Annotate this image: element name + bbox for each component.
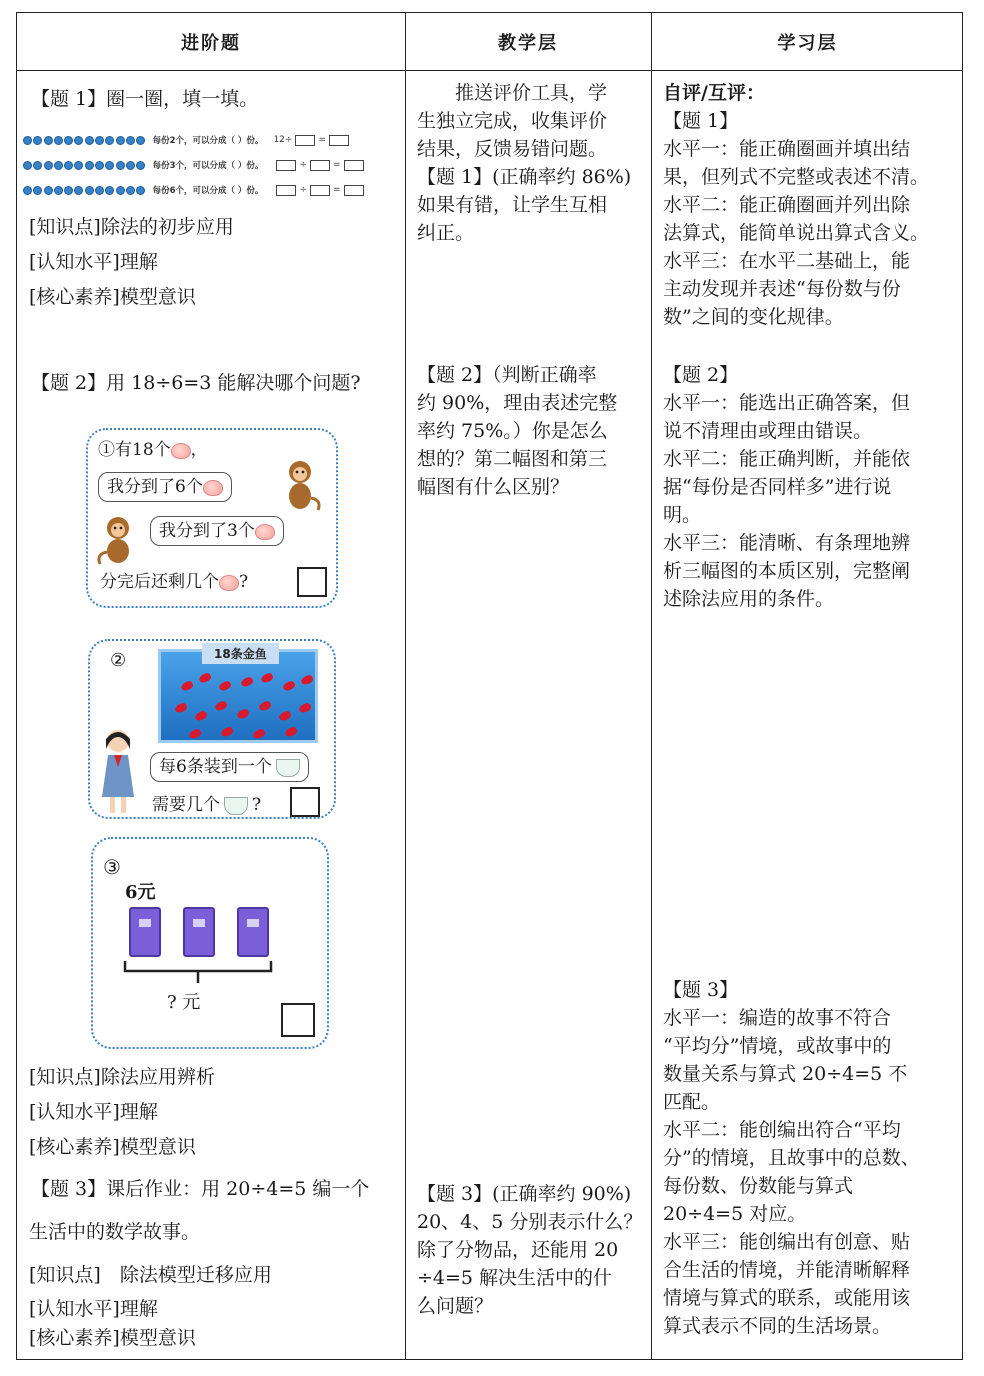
q3-core-literacy: [核心素养]模型意识 <box>29 1327 196 1349</box>
goldfish-icon <box>198 672 212 684</box>
counting-dot <box>116 186 125 195</box>
goldfish-icon <box>260 672 274 684</box>
q2-title: 【题 2】用 18÷6=3 能解决哪个问题? <box>31 372 361 394</box>
learning-line: 水平一：编造的故事不符合 <box>663 1007 892 1029</box>
answer-box[interactable] <box>329 135 349 146</box>
learning-line: 分”的情境，且故事中的总数、 <box>663 1147 920 1169</box>
teaching-line: 纠正。 <box>417 222 475 244</box>
learning-line: 析三幅图的本质区别，完整阐 <box>663 560 911 582</box>
learning-line: 说不清理由或理由错误。 <box>663 420 873 442</box>
speech-bubble-2 <box>150 516 284 546</box>
q2-core-literacy: [核心素养]模型意识 <box>29 1136 196 1158</box>
counting-dot <box>116 161 125 170</box>
teaching-line: ÷4=5 解决生活中的什 <box>417 1267 613 1289</box>
brace-icon <box>123 959 273 985</box>
bubble1-text: 我分到了6个 <box>107 477 203 497</box>
goldfish-icon <box>188 728 202 740</box>
equation-operator: = <box>332 185 341 195</box>
panel3-number: ③ <box>103 855 121 879</box>
counting-dot <box>85 186 94 195</box>
notebook-icon <box>129 907 161 957</box>
girl-icon <box>92 727 144 817</box>
q1-cognitive-level: [认知水平]理解 <box>29 251 158 273</box>
counting-dot <box>136 161 145 170</box>
monkey-icon <box>92 514 144 568</box>
lesson-table <box>16 12 963 1360</box>
answer-box[interactable] <box>290 787 320 817</box>
learning-line: 算式表示不同的生活场景。 <box>663 1315 892 1337</box>
q1-core-literacy: [核心素养]模型意识 <box>29 286 196 308</box>
panel3-question: ? 元 <box>167 992 201 1013</box>
counting-dot <box>105 186 114 195</box>
q3-title-line1: 【题 3】课后作业：用 20÷4=5 编一个 <box>31 1178 370 1200</box>
speech-bubble-1 <box>98 472 232 502</box>
bubble2-text: 我分到了3个 <box>159 521 255 541</box>
header-teaching-layer: 教学层 <box>498 32 558 54</box>
counting-dot <box>33 136 42 145</box>
teaching-block-1 <box>417 79 649 247</box>
counting-dot <box>74 186 83 195</box>
answer-box[interactable] <box>344 185 364 196</box>
teaching-line: 如果有错，让学生互相 <box>417 194 608 216</box>
teaching-line: 【题 1】(正确率约 86%) <box>417 166 632 188</box>
q3-knowledge-point: [知识点] 除法模型迁移应用 <box>29 1264 272 1286</box>
goldfish-icon <box>282 680 296 692</box>
teaching-line: 20、4、5 分别表示什么？ <box>417 1211 643 1233</box>
goldfish-icon <box>180 680 194 692</box>
equation-operator: = <box>332 160 341 170</box>
answer-box[interactable] <box>344 160 364 171</box>
learning-line: 法算式，能简单说出算式含义。 <box>663 222 930 244</box>
counting-dot <box>136 136 145 145</box>
goldfish-icon <box>236 708 250 720</box>
goldfish-icon <box>214 700 228 712</box>
counting-dot <box>44 161 53 170</box>
q1-row-equation <box>273 185 366 196</box>
learning-line: 主动发现并表述“每份数与份 <box>663 278 901 300</box>
goldfish-icon <box>300 674 314 686</box>
learning-line: 水平二：能正确圈画并列出除 <box>663 194 911 216</box>
learning-line: 水平一：能正确圈画并填出结 <box>663 138 911 160</box>
learning-line: 明。 <box>663 504 702 526</box>
counting-dot <box>95 136 104 145</box>
option-panel-2[interactable] <box>88 639 336 819</box>
q1-row-text: 每份3个，可以分成（ ）份。 <box>152 161 264 171</box>
goldfish-icon <box>252 728 266 740</box>
goldfish-icon <box>258 700 272 712</box>
counting-dot <box>23 186 32 195</box>
counting-dot <box>126 161 135 170</box>
learning-line: 【题 1】 <box>663 110 739 132</box>
teaching-line: 生独立完成，收集评价 <box>417 110 608 132</box>
teaching-line: 么问题？ <box>417 1295 494 1317</box>
learning-line: 水平二：能创编出符合“平均 <box>663 1119 901 1141</box>
price-label: 6元 <box>125 882 156 903</box>
counting-dot <box>64 161 73 170</box>
answer-box[interactable] <box>276 185 296 196</box>
answer-box[interactable] <box>276 160 296 171</box>
teaching-line: 幅图有什么区别？ <box>417 476 570 498</box>
counting-dot <box>74 161 83 170</box>
equation-operator: ÷ <box>299 160 307 170</box>
q3-cognitive-level: [认知水平]理解 <box>29 1298 158 1320</box>
goldfish-icon <box>174 702 188 714</box>
fishbowl-icon <box>276 759 300 777</box>
q2-knowledge-point: [知识点]除法应用辨析 <box>29 1066 215 1088</box>
notebook-icon <box>183 907 215 957</box>
goldfish-icon <box>218 680 232 692</box>
notebook-icon <box>237 907 269 957</box>
counting-dot <box>95 161 104 170</box>
teaching-line: 约 90%，理由表述完整 <box>417 392 618 414</box>
counting-dot <box>23 161 32 170</box>
teaching-line: 推送评价工具，学 <box>417 82 608 104</box>
panel2-question <box>152 791 261 819</box>
learning-line: 据“每份是否同样多”进行说 <box>663 476 892 498</box>
learning-line: 自评/互评： <box>663 82 765 104</box>
q1-row-text: 每份2个，可以分成（ ）份。 <box>152 136 264 146</box>
learning-block-1 <box>663 79 961 331</box>
q1-dot-row <box>23 184 367 196</box>
equation-operator: ÷ <box>299 185 307 195</box>
learning-line: 情境与算式的联系，或能用该 <box>663 1287 911 1309</box>
learning-line: 数量关系与算式 20÷4=5 不 <box>663 1063 908 1085</box>
counting-dot <box>44 136 53 145</box>
dot-group <box>23 136 147 145</box>
bubble3-text: 每6条装到一个 <box>159 757 272 777</box>
option-panel-1[interactable] <box>86 428 338 608</box>
peach-icon <box>255 524 275 540</box>
question-mark: ? <box>252 795 262 815</box>
learning-line: 【题 2】 <box>663 364 739 386</box>
counting-dot <box>33 161 42 170</box>
monkey-icon <box>276 458 324 514</box>
equation-operator: = <box>318 135 326 145</box>
teaching-line: 【题 2】（判断正确率 <box>417 364 597 386</box>
teaching-line: 率约 75%。）你是怎么 <box>417 420 608 442</box>
counting-dot <box>23 136 32 145</box>
counting-dot <box>64 186 73 195</box>
learning-line: 数”之间的变化规律。 <box>663 306 844 328</box>
q2-cognitive-level: [认知水平]理解 <box>29 1101 158 1123</box>
goldfish-icon <box>220 726 234 738</box>
panel1-comma: ， <box>190 440 208 460</box>
peach-icon <box>203 480 223 496</box>
header-divider <box>17 70 962 71</box>
counting-dot <box>74 136 83 145</box>
answer-box[interactable] <box>295 135 315 146</box>
fishbowl-icon <box>224 797 248 815</box>
q1-row-text: 每份6个，可以分成（ ）份。 <box>152 186 264 196</box>
learning-block-2 <box>663 361 961 613</box>
learning-line: 每份数、份数能与算式 <box>663 1175 854 1197</box>
q1-row-equation <box>273 135 352 146</box>
teaching-line: 想的？第二幅图和第三 <box>417 448 608 470</box>
speech-bubble-3 <box>150 752 309 782</box>
fish-count-label: 18条金鱼 <box>202 643 279 664</box>
teaching-block-2 <box>417 361 649 501</box>
counting-dot <box>126 186 135 195</box>
answer-box[interactable] <box>310 160 330 171</box>
counting-dot <box>116 136 125 145</box>
q3-title-line2: 生活中的数学故事。 <box>29 1221 201 1243</box>
answer-box[interactable] <box>281 1003 315 1037</box>
learning-line: 20÷4=5 对应。 <box>663 1203 807 1225</box>
goldfish-icon <box>284 726 298 738</box>
answer-box[interactable] <box>310 185 330 196</box>
learning-line: 水平一：能选出正确答案，但 <box>663 392 911 414</box>
counting-dot <box>85 161 94 170</box>
teaching-line: 结果，反馈易错问题。 <box>417 138 608 160</box>
teaching-line: 除了分物品，还能用 20 <box>417 1239 619 1261</box>
teaching-block-3 <box>417 1180 649 1320</box>
header-learning-layer: 学习层 <box>777 32 838 54</box>
q1-dot-row <box>23 134 352 146</box>
peach-icon <box>171 443 191 459</box>
learning-line: “平均分”情境，或故事中的 <box>663 1035 892 1057</box>
dot-group <box>23 186 147 195</box>
counting-dot <box>126 136 135 145</box>
panel1-question-text: 分完后还剩几个 <box>100 572 219 592</box>
panel1-line1 <box>98 436 208 464</box>
panel1-question <box>100 568 248 596</box>
learning-line: 水平三：在水平二基础上，能 <box>663 250 911 272</box>
q1-row-equation <box>273 160 366 171</box>
panel1-intro: ①有18个 <box>98 440 171 460</box>
goldfish-icon <box>194 710 208 722</box>
peach-icon <box>219 575 239 591</box>
dot-group <box>23 161 147 170</box>
q1-dot-row <box>23 159 367 171</box>
learning-block-3 <box>663 976 961 1340</box>
counting-dot <box>64 136 73 145</box>
learning-line: 水平三：能创编出有创意、贴 <box>663 1231 911 1253</box>
option-panel-3[interactable] <box>91 837 329 1049</box>
counting-dot <box>105 161 114 170</box>
learning-line: 水平二：能正确判断，并能依 <box>663 448 911 470</box>
column-divider <box>405 13 406 1359</box>
column-divider <box>651 13 652 1359</box>
panel2-number: ② <box>110 650 127 671</box>
learning-line: 匹配。 <box>663 1091 721 1113</box>
header-advanced-questions: 进阶题 <box>181 32 241 54</box>
learning-line: 合生活的情境，并能清晰解释 <box>663 1259 911 1281</box>
learning-line: 果，但列式不完整或表述不清。 <box>663 166 930 188</box>
counting-dot <box>54 136 63 145</box>
counting-dot <box>95 186 104 195</box>
teaching-line: 【题 3】(正确率约 90%) <box>417 1183 632 1205</box>
goldfish-icon <box>278 710 292 722</box>
counting-dot <box>54 161 63 170</box>
panel2-question-text: 需要几个 <box>152 795 220 815</box>
answer-box[interactable] <box>297 567 327 597</box>
counting-dot <box>105 136 114 145</box>
question-mark: ? <box>239 572 249 592</box>
q1-title: 【题 1】圈一圈，填一填。 <box>31 88 259 110</box>
equation-prefix: 12÷ <box>273 135 293 145</box>
learning-line: 述除法应用的条件。 <box>663 588 835 610</box>
learning-line: 【题 3】 <box>663 979 739 1001</box>
counting-dot <box>54 186 63 195</box>
counting-dot <box>136 186 145 195</box>
goldfish-icon <box>298 702 312 714</box>
counting-dot <box>85 136 94 145</box>
counting-dot <box>44 186 53 195</box>
q1-knowledge-point: [知识点]除法的初步应用 <box>29 216 234 238</box>
learning-line: 水平三：能清晰、有条理地辨 <box>663 532 911 554</box>
goldfish-icon <box>240 676 254 688</box>
counting-dot <box>33 186 42 195</box>
